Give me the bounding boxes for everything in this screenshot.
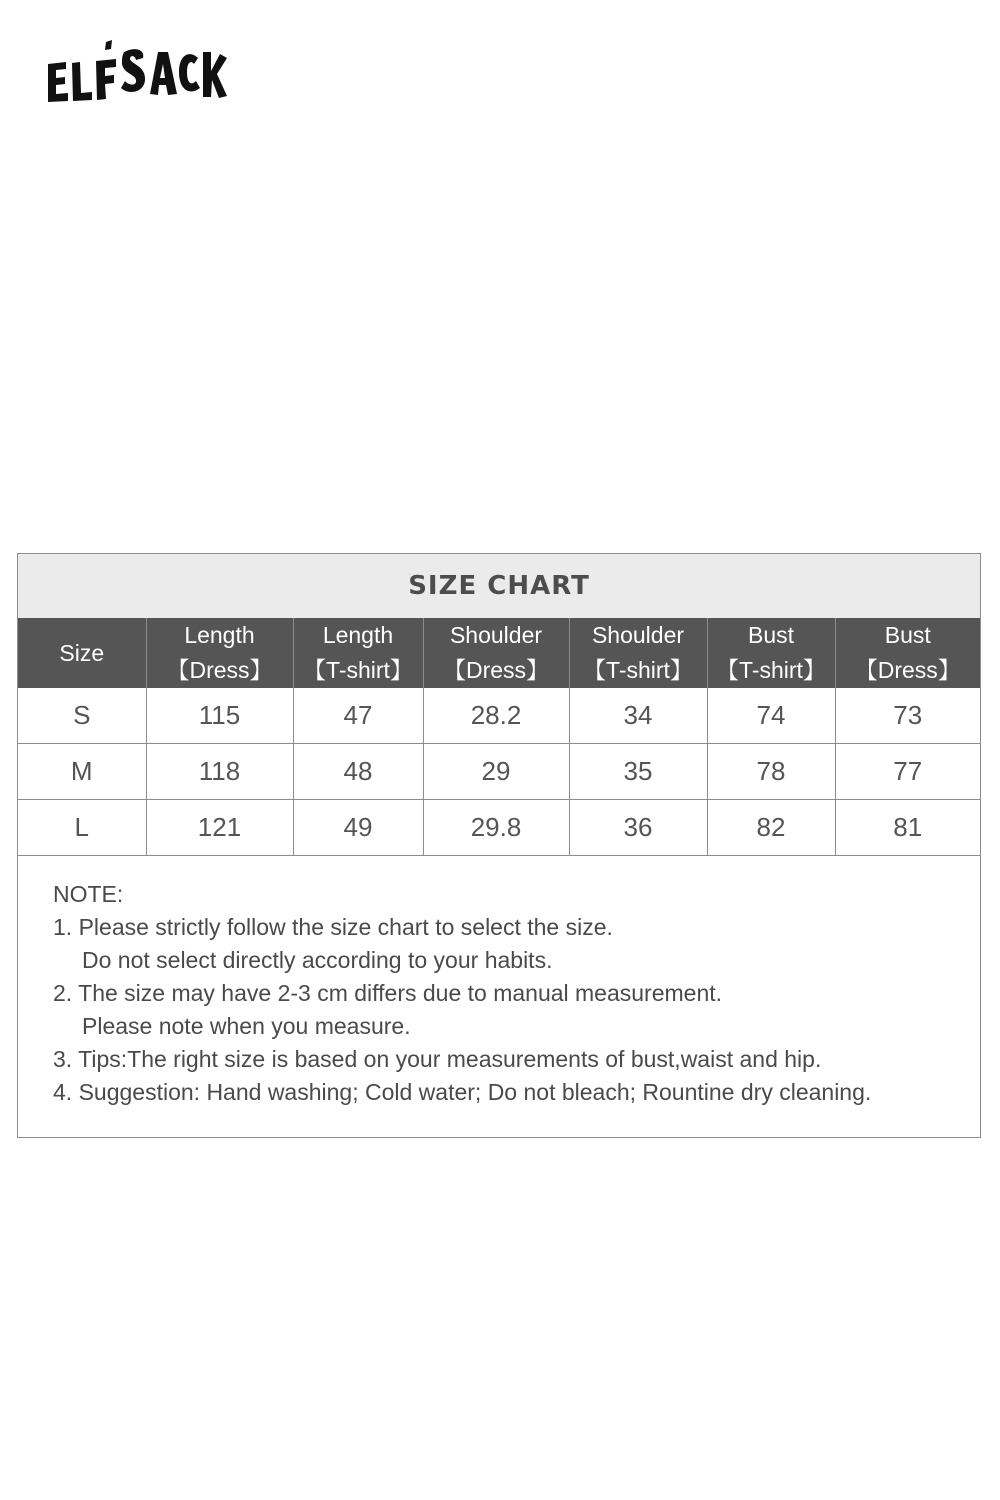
table-header-row (18, 618, 980, 688)
cell-shoulder-tshirt: 36 (569, 800, 707, 856)
cell-size: L (18, 800, 146, 856)
column-header-length-dress: Length 【Dress】 (146, 618, 293, 688)
cell-shoulder-dress: 29.8 (423, 800, 569, 856)
column-header-bust-tshirt: Bust 【T-shirt】 (707, 618, 835, 688)
note-item: 3. Tips:The right size is based on your measurements of bust,waist and hip. (53, 1046, 822, 1072)
table-row (18, 800, 980, 856)
notes-section (18, 856, 980, 1109)
size-chart-title: SIZE CHART (18, 554, 980, 618)
note-item-continuation: Please note when you measure. (82, 1013, 411, 1039)
cell-bust-tshirt: 82 (707, 800, 835, 856)
notes-heading: NOTE: (53, 881, 124, 907)
note-item-continuation: Do not select directly according to your habits. (82, 947, 553, 973)
cell-size: S (18, 688, 146, 744)
note-item: 2. The size may have 2-3 cm differs due to manual measurement. (53, 980, 723, 1006)
column-header-bust-dress: Bust 【Dress】 (835, 618, 980, 688)
cell-length-dress: 115 (146, 688, 293, 744)
table-row (18, 744, 980, 800)
cell-shoulder-tshirt: 34 (569, 688, 707, 744)
size-chart-card (17, 553, 981, 1138)
cell-bust-tshirt: 74 (707, 688, 835, 744)
cell-length-tshirt: 47 (293, 688, 423, 744)
column-header-shoulder-dress: Shoulder 【Dress】 (423, 618, 569, 688)
cell-length-dress: 118 (146, 744, 293, 800)
note-item: 4. Suggestion: Hand washing; Cold water; Do not bleach; Rountine dry cleaning. (53, 1079, 872, 1105)
cell-bust-dress: 81 (835, 800, 980, 856)
cell-bust-dress: 73 (835, 688, 980, 744)
column-header-size: Size (18, 618, 146, 688)
cell-shoulder-tshirt: 35 (569, 744, 707, 800)
cell-length-tshirt: 49 (293, 800, 423, 856)
table-row (18, 688, 980, 744)
cell-length-dress: 121 (146, 800, 293, 856)
brand-logo (46, 38, 228, 104)
note-item: 1. Please strictly follow the size chart to select the size. (53, 914, 613, 940)
column-header-shoulder-tshirt: Shoulder 【T-shirt】 (569, 618, 707, 688)
size-table (18, 618, 980, 856)
cell-shoulder-dress: 29 (423, 744, 569, 800)
cell-shoulder-dress: 28.2 (423, 688, 569, 744)
cell-bust-dress: 77 (835, 744, 980, 800)
cell-length-tshirt: 48 (293, 744, 423, 800)
column-header-length-tshirt: Length 【T-shirt】 (293, 618, 423, 688)
cell-bust-tshirt: 78 (707, 744, 835, 800)
cell-size: M (18, 744, 146, 800)
